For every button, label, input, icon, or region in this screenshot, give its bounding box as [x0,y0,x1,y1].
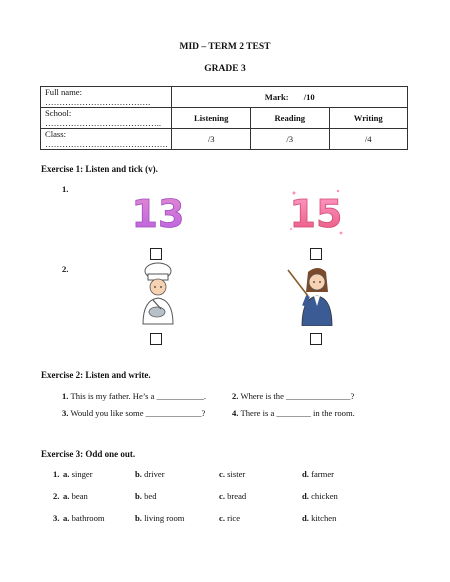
writing-header: Writing [329,108,408,129]
option-c[interactable]: c. rice [219,513,241,523]
number-15-image [286,185,346,240]
ex2-q3-text: Would you like some _____________? [70,408,206,418]
reading-score[interactable]: /3 [251,129,330,150]
class-field[interactable]: Class: ……………………………………. [41,129,172,150]
row-number: 1. [53,469,60,479]
option-b[interactable]: b. living room [135,513,185,523]
odd-one-out-row-3 [53,513,413,527]
mark-cell [172,87,408,108]
number-13-text: 13 [131,192,185,236]
option-a[interactable]: a. bathroom [63,513,105,523]
option-c[interactable]: c. bread [219,491,247,501]
teacher-image [284,262,344,326]
option-b[interactable]: b. driver [135,469,165,479]
option-c[interactable]: c. sister [219,469,246,479]
option-d[interactable]: d. kitchen [302,513,337,523]
ex2-q2-number: 2. [232,391,239,401]
exercise2-title: Exercise 2: Listen and write. [41,370,151,380]
ex2-q1-text: This is my father. He’s a ___________. [70,391,207,401]
student-info-table [40,86,408,150]
ex1-item1-number: 1. [62,184,69,194]
full-name-field[interactable]: Full name: ………………………………. [41,87,172,108]
ex2-q3-number: 3. [62,408,69,418]
school-field[interactable]: School: ………………………………….. [41,108,172,129]
reading-header: Reading [251,108,330,129]
tick-box-chef[interactable] [150,333,162,345]
ex1-item2-number: 2. [62,264,69,274]
tick-box-teacher[interactable] [310,333,322,345]
odd-one-out-row-1 [53,469,413,483]
mark-label: Mark: [264,92,289,102]
test-title: MID – TERM 2 TEST [179,42,271,52]
writing-score[interactable]: /4 [329,129,408,150]
ex2-question-3[interactable] [62,408,205,418]
option-a[interactable]: a. bean [63,491,88,501]
ex2-q1-number: 1. [62,391,69,401]
option-d[interactable]: d. chicken [302,491,338,501]
mark-value: /10 [303,92,315,102]
ex2-q4-number: 4. [232,408,239,418]
ex2-q2-text: Where is the _______________? [240,391,355,401]
option-b[interactable]: b. bed [135,491,157,501]
exercise3-title: Exercise 3: Odd one out. [41,449,136,459]
row-number: 2. [53,491,60,501]
exercise1-title: Exercise 1: Listen and tick (v). [41,164,158,174]
ex2-question-2[interactable] [232,391,354,401]
ex2-question-4[interactable] [232,408,355,418]
option-a[interactable]: a. singer [63,469,93,479]
option-d[interactable]: d. farmer [302,469,334,479]
grade-title: GRADE 3 [204,64,246,74]
row-number: 3. [53,513,60,523]
listening-header: Listening [172,108,251,129]
number-13-image [128,185,188,240]
chef-image [133,262,183,326]
listening-score[interactable]: /3 [172,129,251,150]
tick-box-13[interactable] [150,248,162,260]
ex2-question-1[interactable] [62,391,206,401]
ex2-q4-text: There is a ________ in the room. [240,408,355,418]
tick-box-15[interactable] [310,248,322,260]
odd-one-out-row-2 [53,491,413,505]
number-15-text: 15 [289,192,343,236]
